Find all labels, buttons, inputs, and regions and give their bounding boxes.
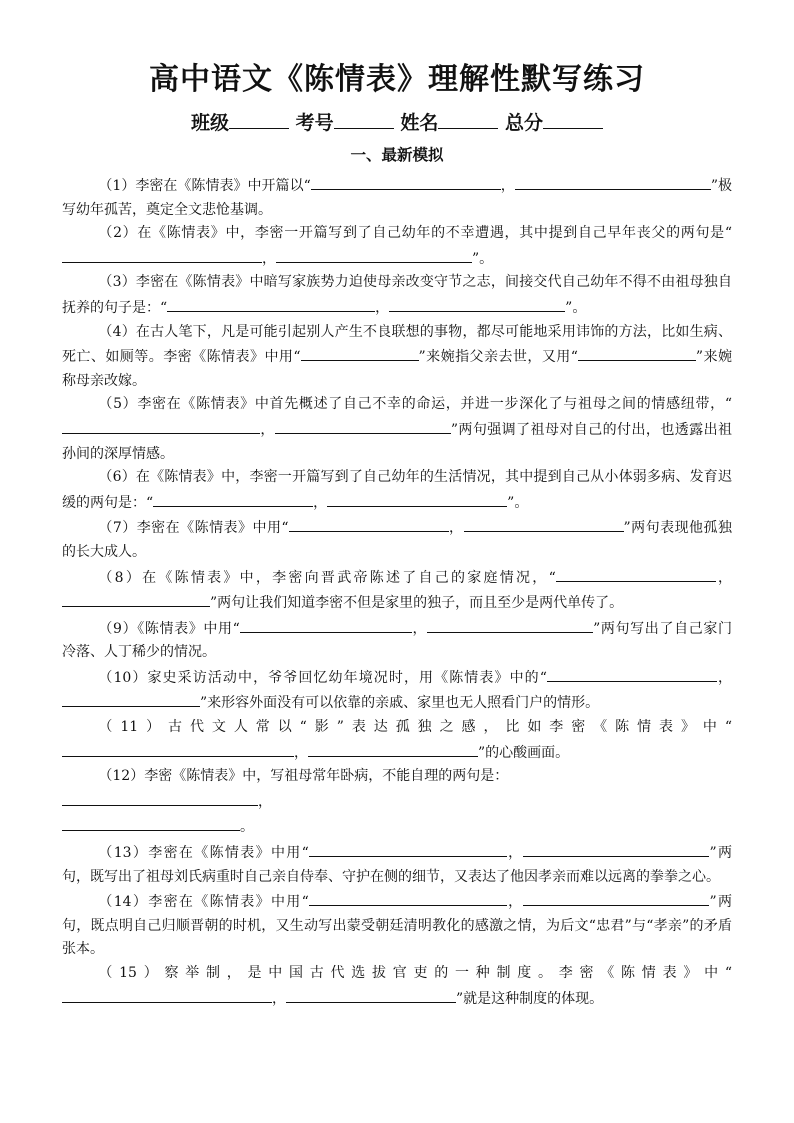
page-title: 高中语文《陈情表》理解性默写练习 <box>149 62 645 97</box>
answer-blank[interactable] <box>62 814 240 831</box>
question-text: ”两句强调了祖母对自己的付出，也透露出祖孙间的深厚情感。 <box>62 421 733 462</box>
question-text: ， <box>716 669 732 686</box>
question-text: ”极写幼年孤苦，奠定全文悲怆基调。 <box>62 178 732 218</box>
answer-blank[interactable] <box>167 295 375 312</box>
question-3 <box>62 271 732 320</box>
question-2 <box>62 222 732 271</box>
question-text: ”。 <box>472 250 494 267</box>
question-8 <box>62 565 732 616</box>
question-text: ”来婉称母亲改嫁。 <box>62 349 732 389</box>
question-text: （6）在《陈情表》中，李密一开篇写到了自己幼年的生活情况，其中提到自己从小体弱多病、发育迟缓的两句是：“ <box>62 469 732 511</box>
question-text: （1）李密在《陈情表》中开篇以“ <box>98 178 311 194</box>
question-text: ”两句，既写出了祖母刘氏病重时自己亲自侍奉、守护在侧的细节，又表达了他因孝亲而难以远离的拳拳之心。 <box>62 845 732 885</box>
question-13 <box>62 840 732 889</box>
answer-blank[interactable] <box>308 740 478 757</box>
answer-blank[interactable] <box>389 295 565 312</box>
answer-blank[interactable] <box>523 840 709 857</box>
question-text: （13）李密在《陈情表》中用“ <box>98 845 309 862</box>
question-text: （3）李密在《陈情表》中暗写家族势力迫使母亲改变守节之志，间接交代自己幼年不得不由祖母独自抚养的句子是：“ <box>62 274 732 316</box>
question-10 <box>62 665 732 716</box>
answer-blank[interactable] <box>240 616 412 633</box>
question-text: （8）在《陈情表》中，李密向晋武帝陈述了自己的家庭情况，“ <box>98 569 556 586</box>
answer-blank[interactable] <box>301 344 419 361</box>
question-text: ”两句，既点明自己归顺晋朝的时机，又生动写出蒙受朝廷清明教化的感激之情，为后文“忠君”与“孝亲”的矛盾张本。 <box>62 894 732 958</box>
question-1 <box>62 173 732 222</box>
answer-blank[interactable] <box>62 690 200 707</box>
question-7 <box>62 515 732 564</box>
question-text: （12）李密《陈情表》中，写祖母常年卧病，不能自理的两句是： <box>98 768 509 785</box>
answer-blank[interactable] <box>62 590 210 607</box>
question-text: ， <box>262 250 276 267</box>
answer-blank[interactable] <box>427 616 593 633</box>
question-5 <box>62 393 732 466</box>
question-text: ”。 <box>565 299 587 316</box>
answer-blank[interactable] <box>547 665 717 682</box>
question-text: （14）李密在《陈情表》中用“ <box>98 894 309 911</box>
answer-blank[interactable] <box>578 344 696 361</box>
question-4 <box>62 321 732 394</box>
question-text: ， <box>375 299 390 316</box>
question-text: ”来婉指父亲去世，又用“ <box>418 349 578 366</box>
answer-blank[interactable] <box>286 986 456 1003</box>
question-6 <box>62 466 732 515</box>
answer-blank[interactable] <box>62 789 258 806</box>
question-text: 。 <box>240 819 254 836</box>
question-text: （15）察举制，是中国古代选拔官吏的一种制度。李密《陈情表》中“ <box>98 965 732 981</box>
answer-blank[interactable] <box>309 840 507 857</box>
question-11 <box>62 716 732 765</box>
exam-number-field[interactable] <box>334 108 394 129</box>
answer-blank[interactable] <box>62 417 260 434</box>
question-text: （2）在《陈情表》中，李密一开篇写到了自己幼年的不幸遭遇，其中提到自己早年丧父的两句是“ <box>98 225 732 242</box>
question-text: ”。 <box>507 494 529 511</box>
answer-blank[interactable] <box>309 889 507 906</box>
score-label: 总分 <box>504 112 543 134</box>
score-field[interactable] <box>543 108 603 129</box>
answer-blank[interactable] <box>153 490 313 507</box>
answer-blank[interactable] <box>556 565 716 582</box>
class-field[interactable] <box>229 108 289 129</box>
section-title: 一、最新模拟 <box>350 146 444 164</box>
answer-blank[interactable] <box>464 515 624 532</box>
question-text: （10）家史采访活动中，爷爷回忆幼年境况时，用《陈情表》中的“ <box>98 669 547 686</box>
question-text: （9）《陈情表》中用“ <box>98 620 240 637</box>
question-text: ， <box>272 990 286 1007</box>
question-text: ， <box>260 421 275 438</box>
question-text: ”两句让我们知道李密不但是家里的独子，而且至少是两代单传了。 <box>210 595 624 612</box>
answer-blank[interactable] <box>523 889 709 906</box>
question-text: ， <box>448 520 464 537</box>
question-text: ， <box>715 569 732 586</box>
question-text: （4）在古人笔下，凡是可能引起别人产生不良联想的事物，都尽可能地采用讳饰的方法，比如生病、死亡、如厕等。李密《陈情表》中用“ <box>62 323 732 366</box>
name-label: 姓名 <box>400 112 439 134</box>
question-text: ， <box>500 178 515 194</box>
answer-blank[interactable] <box>327 490 507 507</box>
question-text: ”来形容外面没有可以依靠的亲戚、家里也无人照看门户的情形。 <box>200 695 600 712</box>
question-text: ， <box>313 494 328 511</box>
question-text: （11）古代文人常以“影”表达孤独之感，比如李密《陈情表》中“ <box>98 719 732 736</box>
question-14 <box>62 889 732 962</box>
answer-blank[interactable] <box>515 173 711 190</box>
question-12 <box>62 765 732 840</box>
question-text: ， <box>411 620 428 637</box>
answer-blank[interactable] <box>275 417 451 434</box>
class-label: 班级 <box>191 112 230 134</box>
question-text: ”两句写出了自己家门冷落、人丁稀少的情况。 <box>62 620 732 661</box>
exam-number-label: 考号 <box>295 112 334 134</box>
question-text: ， <box>258 793 272 810</box>
question-text: ， <box>506 894 524 911</box>
question-text: ， <box>506 845 524 862</box>
question-text: （5）李密在《陈情表》中首先概述了自己不幸的命运，并进一步深化了与祖母之间的情感纽带，“ <box>98 396 732 413</box>
answer-blank[interactable] <box>289 515 449 532</box>
answer-blank[interactable] <box>62 246 262 263</box>
answer-blank[interactable] <box>276 246 472 263</box>
answer-blank[interactable] <box>311 173 501 190</box>
question-text: ， <box>294 744 308 761</box>
question-9 <box>62 616 732 665</box>
question-text: ”的心酸画面。 <box>478 744 570 761</box>
answer-blank[interactable] <box>62 986 272 1003</box>
question-15 <box>62 962 732 1011</box>
name-field[interactable] <box>438 108 498 129</box>
question-text: ”就是这种制度的体现。 <box>456 990 604 1007</box>
question-text: （7）李密在《陈情表》中用“ <box>98 520 289 537</box>
answer-blank[interactable] <box>62 740 294 757</box>
student-info-line <box>62 108 732 137</box>
question-text: ”两句表现他孤独的长大成人。 <box>62 520 732 560</box>
